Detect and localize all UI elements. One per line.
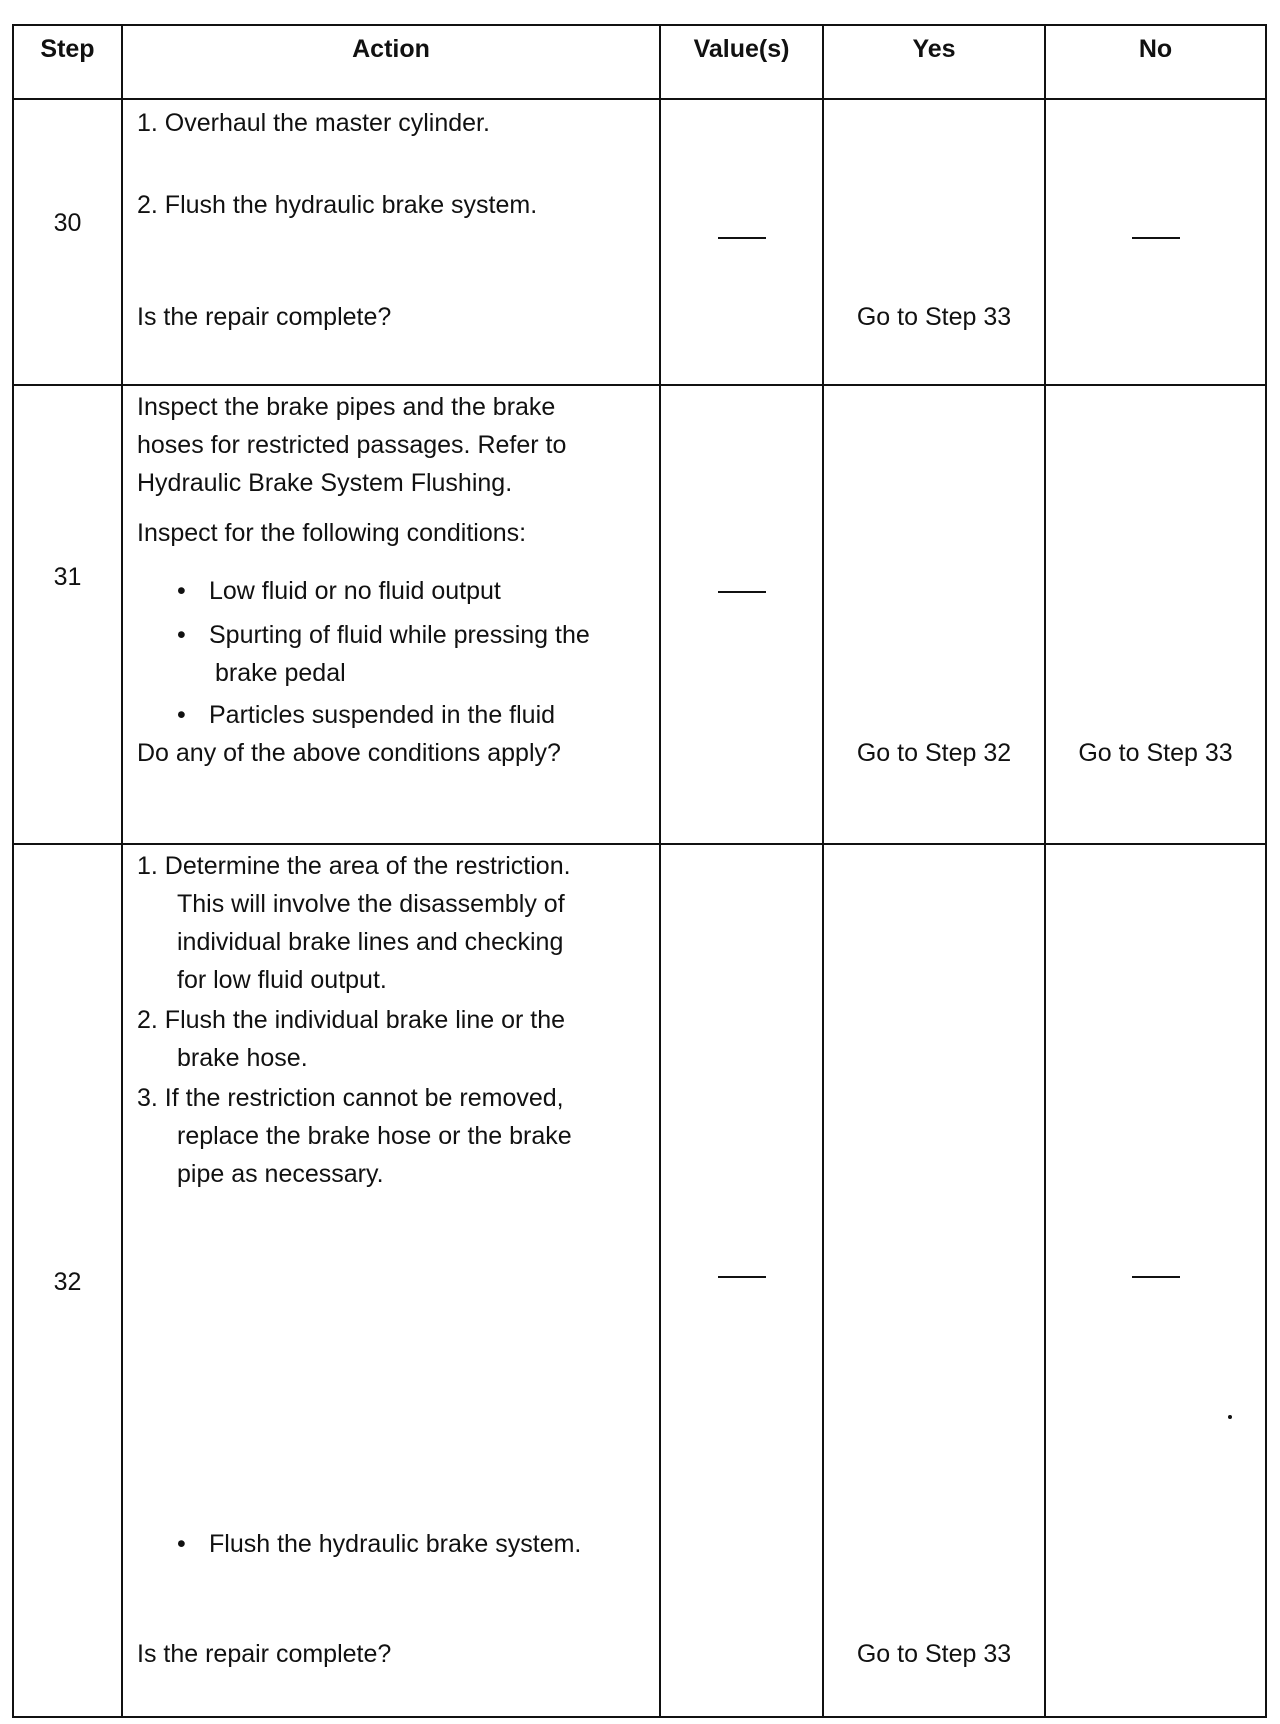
no-cell — [1045, 385, 1266, 844]
list-item-continuation: brake pedal — [215, 659, 346, 687]
list-item: • Low fluid or no fluid output — [137, 572, 649, 610]
condition-list — [137, 572, 649, 734]
value-cell — [660, 385, 823, 844]
table-row — [13, 99, 1266, 385]
value-cell — [660, 99, 823, 385]
yes-goto: Go to Step 33 — [856, 303, 1012, 331]
header-row — [13, 25, 1266, 99]
yes-cell — [823, 844, 1045, 1717]
yes-goto: Go to Step 33 — [856, 1640, 1012, 1668]
action-line: 2. Flush the individual brake line or the — [137, 1006, 566, 1034]
list-item: • Flush the hydraulic brake system. — [137, 1525, 649, 1563]
header-no: No — [1045, 25, 1266, 99]
action-item — [137, 1079, 649, 1193]
value-dash — [718, 1276, 766, 1278]
action-cell — [122, 844, 660, 1717]
yes-cell — [823, 385, 1045, 844]
action-line: for low fluid output. — [177, 966, 387, 994]
no-goto: Go to Step 33 — [1078, 739, 1233, 767]
action-line: brake hose. — [177, 1044, 308, 1072]
header-values: Value(s) — [660, 25, 823, 99]
action-line: Inspect the brake pipes and the brake — [137, 393, 556, 421]
action-item — [137, 847, 649, 999]
action-line: individual brake lines and checking — [177, 928, 564, 956]
yes-goto: Go to Step 32 — [856, 739, 1012, 767]
scan-speck — [1228, 1415, 1232, 1419]
step-cell — [13, 385, 122, 844]
action-cell — [122, 99, 660, 385]
header-action: Action — [122, 25, 660, 99]
list-item: • Particles suspended in the fluid — [137, 696, 649, 734]
step-number: 30 — [53, 209, 82, 237]
yes-cell — [823, 99, 1045, 385]
action-line: replace the brake hose or the brake — [177, 1122, 572, 1150]
diagnostic-table — [12, 24, 1267, 1718]
action-item — [137, 1001, 649, 1077]
no-cell — [1045, 99, 1266, 385]
action-line: 3. If the restriction cannot be removed, — [137, 1084, 564, 1112]
step-cell — [13, 844, 122, 1717]
no-cell — [1045, 844, 1266, 1717]
step-number: 31 — [53, 563, 82, 591]
value-dash — [718, 591, 766, 593]
flush-list — [137, 1525, 649, 1563]
header-step: Step — [13, 25, 122, 99]
list-item: • Spurting of fluid while pressing the — [137, 616, 649, 654]
table-row — [13, 844, 1266, 1717]
value-dash — [718, 237, 766, 239]
header-yes: Yes — [823, 25, 1045, 99]
action-question: Is the repair complete? — [137, 1640, 392, 1668]
no-dash — [1132, 1276, 1180, 1278]
action-line: 2. Flush the hydraulic brake system. — [137, 191, 538, 219]
action-question: Do any of the above conditions apply? — [137, 739, 561, 767]
step-cell — [13, 99, 122, 385]
action-intro — [137, 388, 649, 502]
action-line: 1. Overhaul the master cylinder. — [137, 109, 490, 137]
action-line: pipe as necessary. — [177, 1160, 384, 1188]
step-number: 32 — [53, 1268, 82, 1296]
action-line: Hydraulic Brake System Flushing. — [137, 469, 513, 497]
action-line: hoses for restricted passages. Refer to — [137, 431, 567, 459]
table-row — [13, 385, 1266, 844]
value-cell — [660, 844, 823, 1717]
no-dash — [1132, 237, 1180, 239]
action-cell — [122, 385, 660, 844]
action-lead: Inspect for the following conditions: — [137, 519, 527, 547]
action-line: This will involve the disassembly of — [177, 890, 565, 918]
action-line: 1. Determine the area of the restriction. — [137, 852, 571, 880]
action-question: Is the repair complete? — [137, 303, 392, 331]
